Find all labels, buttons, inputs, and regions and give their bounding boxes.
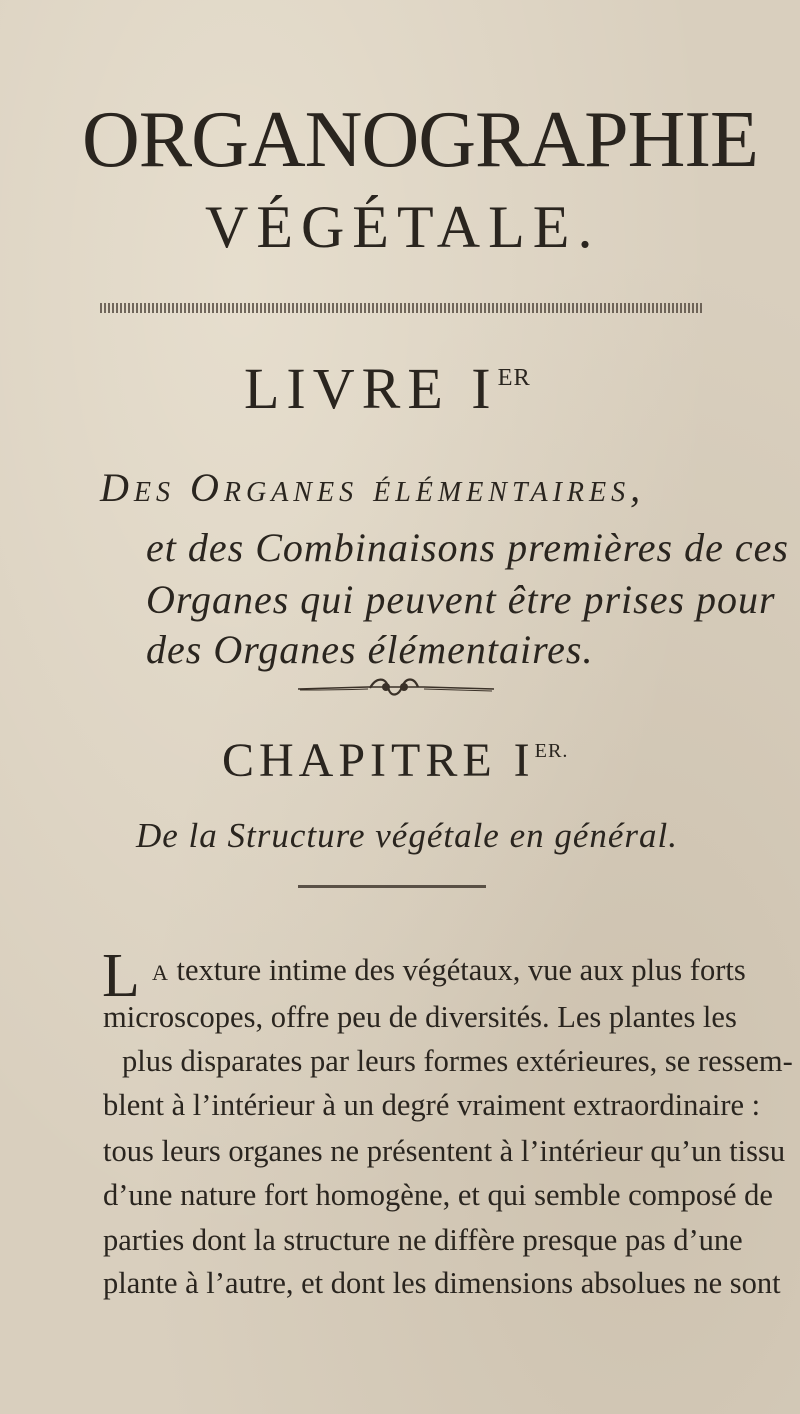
chapter-label: CHAPITRE I [222, 734, 535, 787]
body-line-7: parties dont la structure ne diffère presque pas d’une [103, 1223, 743, 1257]
horizontal-rule [298, 885, 486, 888]
wavy-rule-divider [100, 303, 702, 313]
book-label: LIVRE I [244, 356, 498, 421]
body-line-2: microscopes, offre peu de diversités. Les plantes les [103, 1000, 737, 1034]
ornament-divider [298, 675, 494, 701]
book-subtitle-line-1: Des Organes élémentaires, [100, 465, 646, 510]
chapter-subtitle: De la Structure végétale en général. [136, 816, 679, 855]
body-line-6: d’une nature fort homogène, et qui semble composé de [103, 1178, 773, 1212]
book-subtitle-line-4: des Organes élémentaires. [146, 627, 594, 672]
chapter-label-sup: ER. [534, 739, 569, 762]
body-line-4: blent à l’intérieur à un degré vraiment extraordinaire : [103, 1088, 761, 1122]
body-line-1-text: texture intime des végétaux, vue aux plus forts [176, 953, 746, 987]
title-line-2: VÉGÉTALE. [205, 194, 601, 260]
body-line-3: plus disparates par leurs formes extérieures, se ressem- [122, 1044, 793, 1078]
body-line-5: tous leurs organes ne présentent à l’intérieur qu’un tissu [103, 1134, 786, 1168]
book-label-sup: ER [497, 363, 531, 391]
title-line-1: ORGANOGRAPHIE [82, 96, 758, 184]
book-subtitle-line-3: Organes qui peuvent être prises pour [146, 577, 776, 622]
chapter-heading [222, 734, 569, 787]
body-line-8: plante à l’autre, et dont les dimensions absolues ne sont [103, 1266, 781, 1300]
book-subtitle-line-2: et des Combinaisons premières de ces [146, 525, 789, 570]
drop-capital: L [102, 942, 140, 1010]
book-heading [244, 356, 531, 421]
body-line-1-smallcaps: A [152, 960, 169, 985]
body-line-1 [152, 955, 746, 986]
